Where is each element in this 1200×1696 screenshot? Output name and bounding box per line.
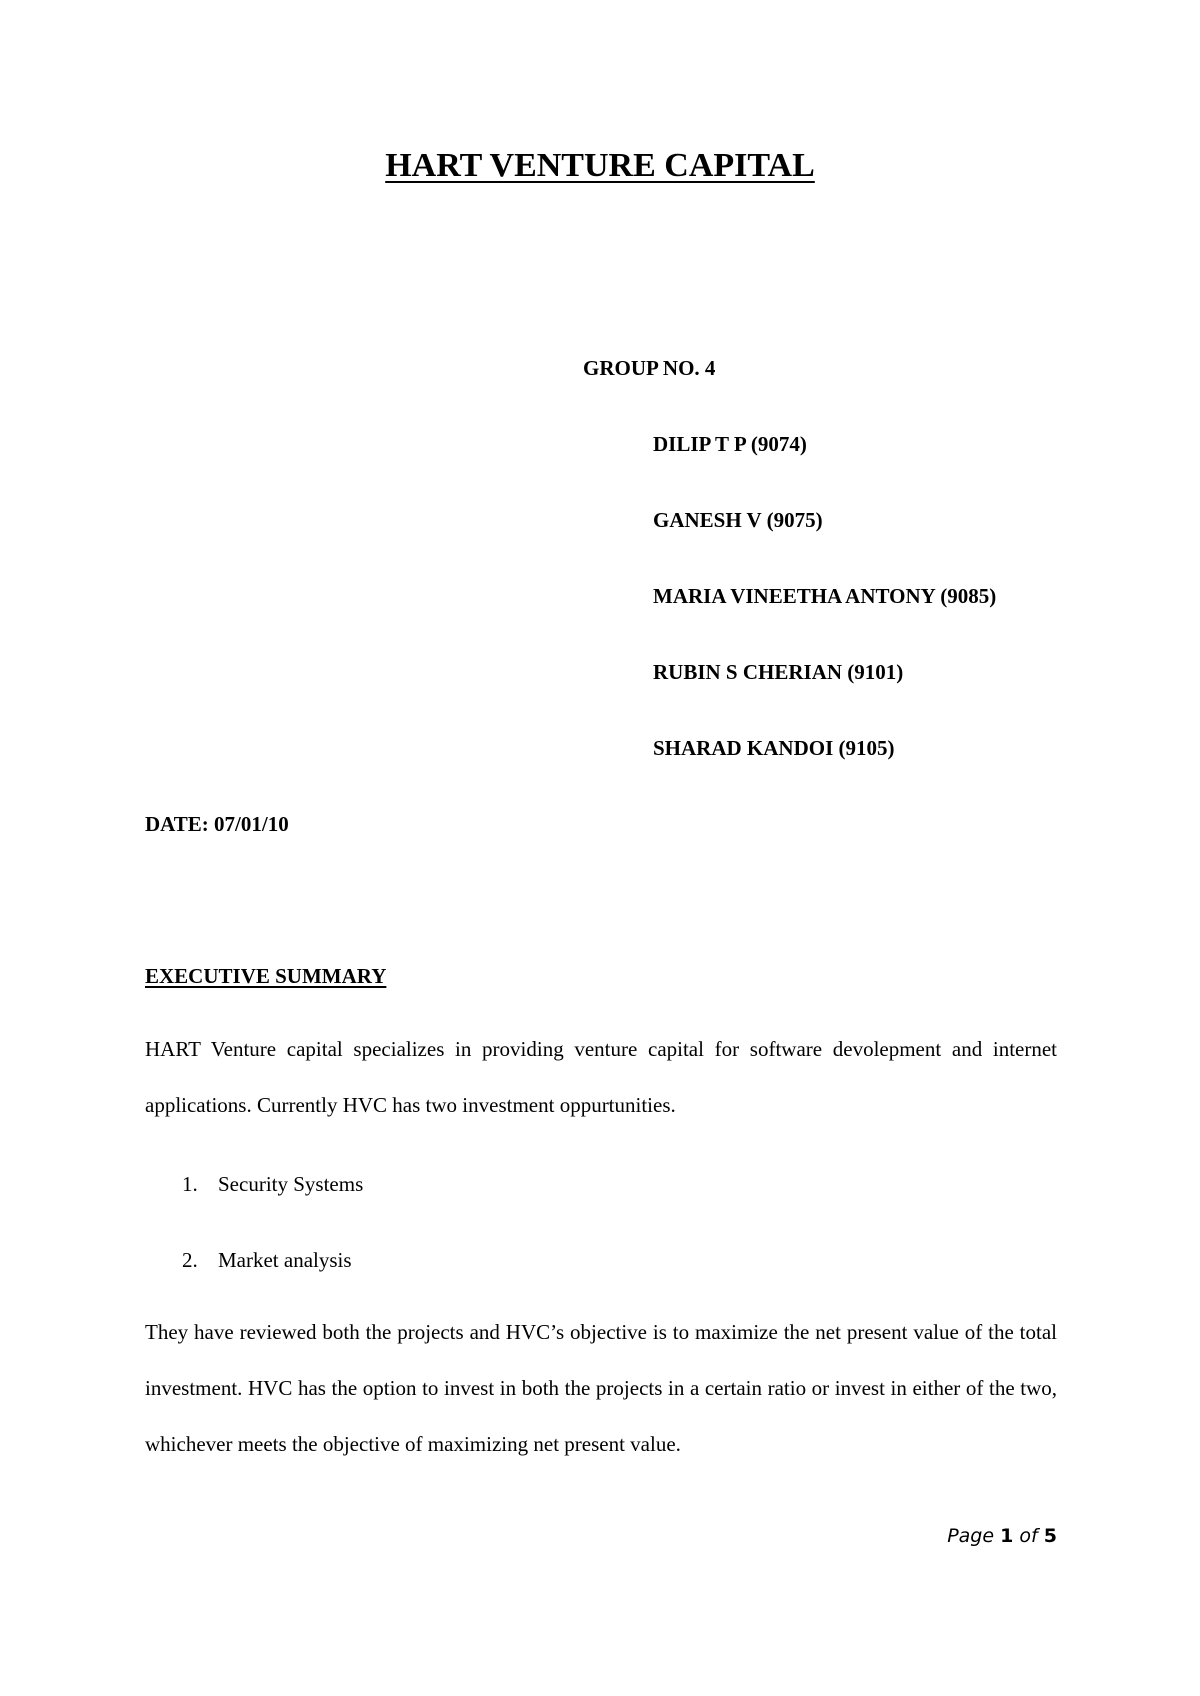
objective-paragraph: They have reviewed both the projects and HVC’s objective is to maximize the net present value of the total investment. HVC has the option to invest in both the projects in a certain ratio or invest in either of the two, whichever meets the objective of maximizing net present value. [145,1320,1057,1456]
list-item-number: 1. [182,1172,198,1196]
group-label: GROUP NO. 4 [583,356,716,380]
member-name: MARIA VINEETHA ANTONY (9085) [653,584,997,608]
member-name: SHARAD KANDOI (9105) [653,736,895,760]
document-date: DATE: 07/01/10 [145,812,289,836]
page-word: Page [947,1525,995,1547]
member-name: RUBIN S CHERIAN (9101) [653,660,904,684]
current-page-number: 1 [1000,1525,1014,1547]
section-heading: EXECUTIVE SUMMARY [145,964,387,988]
list-item-number: 2. [182,1248,198,1272]
member-name: DILIP T P (9074) [653,432,807,456]
document-title: HART VENTURE CAPITAL [385,147,815,184]
total-pages-number: 5 [1043,1525,1057,1547]
summary-paragraph: HART Venture capital specializes in providing venture capital for software devolepment and internet applications. Currently HVC has two investment oppurtunities. [145,1037,1057,1117]
list-item-text: Market analysis [218,1248,352,1272]
member-name: GANESH V (9075) [653,508,823,532]
list-item-text: Security Systems [218,1172,364,1196]
page-footer [947,1525,1057,1547]
of-word: of [1019,1525,1038,1547]
